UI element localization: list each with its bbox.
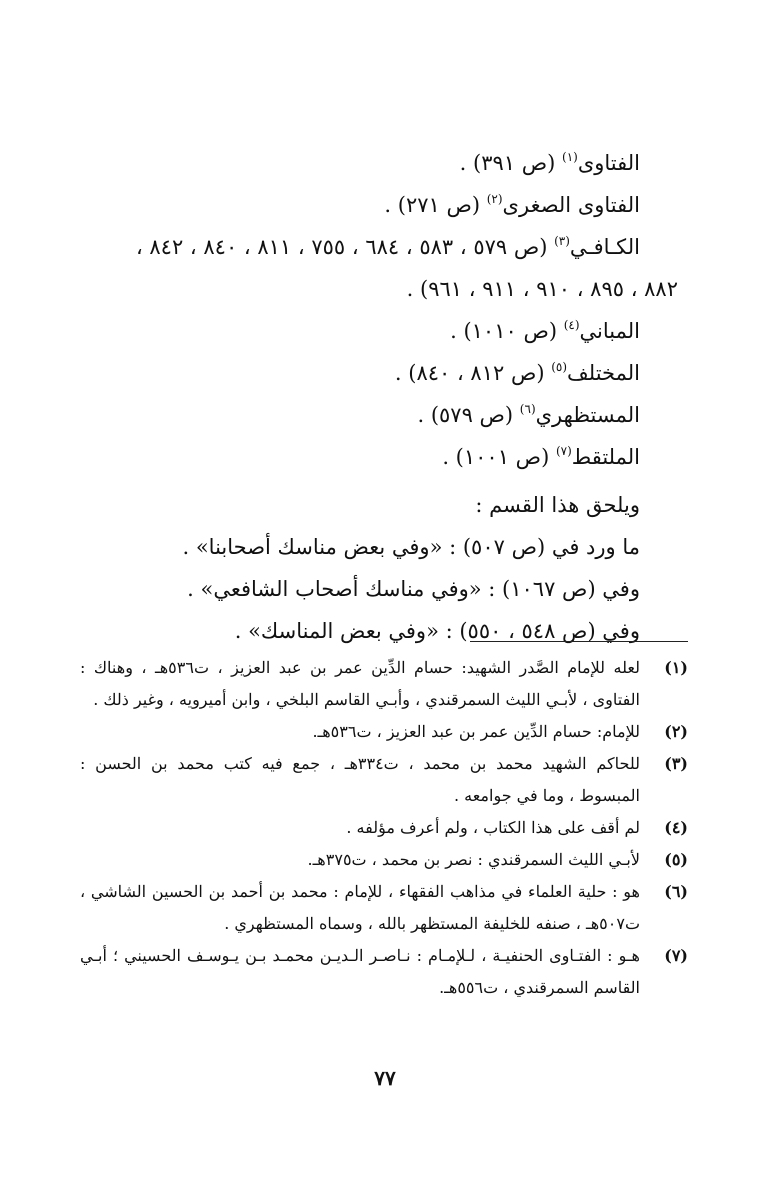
book-title: الفتاوى	[577, 151, 640, 175]
footnote-divider	[470, 641, 688, 642]
body-line	[100, 352, 640, 394]
body-line	[100, 436, 640, 478]
footnote-number: (٥)	[664, 850, 688, 869]
footnote-marker: (٣)	[554, 234, 570, 248]
footnotes	[80, 652, 688, 1004]
footnote-text: هـو : الفتـاوى الحنفيـة ، لـلإمـام : نـاصـر الـديـن محمـد بـن يـوسـف الحسيني ؛ أبـي القاسم السمرقندي ، ت٥٥٦هـ.	[80, 946, 640, 997]
page-refs: (ص ٥٧٩ ، ٥٨٣ ، ٦٨٤ ، ٧٥٥ ، ٨١١ ، ٨٤٠ ، ٨٤٢ ،	[135, 235, 555, 259]
page-refs: (ص ١٠٠١) .	[442, 445, 556, 469]
body-line	[100, 142, 640, 184]
footnote-marker: (٢)	[486, 192, 503, 206]
footnote-marker: (١)	[562, 150, 578, 164]
page-refs: (ص ١٠١٠) .	[450, 319, 564, 343]
book-title: المختلف	[567, 361, 640, 385]
body-line	[100, 226, 640, 268]
body-line-continued	[100, 268, 678, 310]
footnote-text: لأبـي الليث السمرقندي : نصر بن محمد ، ت٣٧٥هـ.	[307, 850, 640, 869]
book-title: الكـافـي	[569, 235, 640, 259]
book-title: المستظهري	[535, 403, 640, 427]
page-refs: (ص ٢٧١) .	[384, 193, 487, 217]
footnote	[80, 940, 688, 1004]
page-number: ٧٧	[374, 1066, 396, 1090]
page-refs: (ص ٥٧٩) .	[417, 403, 520, 427]
body-line	[100, 184, 640, 226]
footnote-number: (٧)	[664, 946, 688, 965]
page-refs: (ص ٨١٢ ، ٨٤٠) .	[394, 361, 552, 385]
footnote-marker: (٧)	[555, 444, 572, 458]
page-refs: (ص ٣٩١) .	[459, 151, 562, 175]
footnote-number: (١)	[664, 658, 688, 677]
appendix-heading: ويلحق هذا القسم :	[475, 493, 640, 517]
appendix-item: ما ورد في (ص ٥٠٧) : «وفي بعض مناسك أصحابنا» .	[182, 535, 640, 559]
footnote-text: لم أقف على هذا الكتاب ، ولم أعرف مؤلفه .	[346, 818, 640, 837]
book-title: الملتقط	[571, 445, 640, 469]
page-refs: ٨٨٢ ، ٨٩٥ ، ٩١٠ ، ٩١١ ، ٩٦١) .	[406, 277, 678, 301]
body-line	[100, 310, 640, 352]
footnote-text: لعله للإمام الصَّدر الشهيد: حسام الدِّين عمر بن عبد العزيز ، ت٥٣٦هـ ، وهناك : الفتاوى ، لأبـي الليث السمرقندي ، وأبـي القاسم البلخي ، وابن أميرويه ، وغير ذلك .	[80, 658, 640, 709]
appendix-item: وفي (ص ١٠٦٧) : «وفي مناسك أصحاب الشافعي» .	[187, 577, 640, 601]
book-title: المباني	[579, 319, 640, 343]
footnote	[80, 716, 688, 748]
footnote-text: هو : حلية العلماء في مذاهب الفقهاء ، للإمام : محمد بن أحمد بن الحسين الشاشي ، ت٥٠٧هـ ، صنفه للخليفة المستظهر بالله ، وسماه المستظهري .	[80, 882, 640, 933]
footnote	[80, 812, 688, 844]
footnote-number: (٢)	[664, 722, 688, 741]
footnote	[80, 844, 688, 876]
appendix-item: وفي (ص ٥٤٨ ، ٥٥٠) : «وفي بعض المناسك» .	[234, 619, 640, 643]
footnote-text: للحاكم الشهيد محمد بن محمد ، ت٣٣٤هـ ، جمع فيه كتب محمد بن الحسن : المبسوط ، وما في جوامعه .	[80, 754, 641, 805]
body-line	[100, 394, 640, 436]
footnote-number: (٤)	[664, 818, 688, 837]
footnote-marker: (٥)	[551, 360, 568, 374]
footnote	[80, 652, 688, 716]
main-text	[100, 142, 678, 652]
book-title: الفتاوى الصغرى	[502, 193, 640, 217]
footnote-marker: (٤)	[563, 318, 580, 332]
footnote-number: (٦)	[664, 882, 688, 901]
footnote-marker: (٦)	[519, 402, 536, 416]
footnote	[80, 748, 688, 812]
footnote-number: (٣)	[664, 754, 688, 773]
footnote-text: للإمام: حسام الدِّين عمر بن عبد العزيز ، ت٥٣٦هـ.	[312, 722, 640, 741]
footnote	[80, 876, 688, 940]
